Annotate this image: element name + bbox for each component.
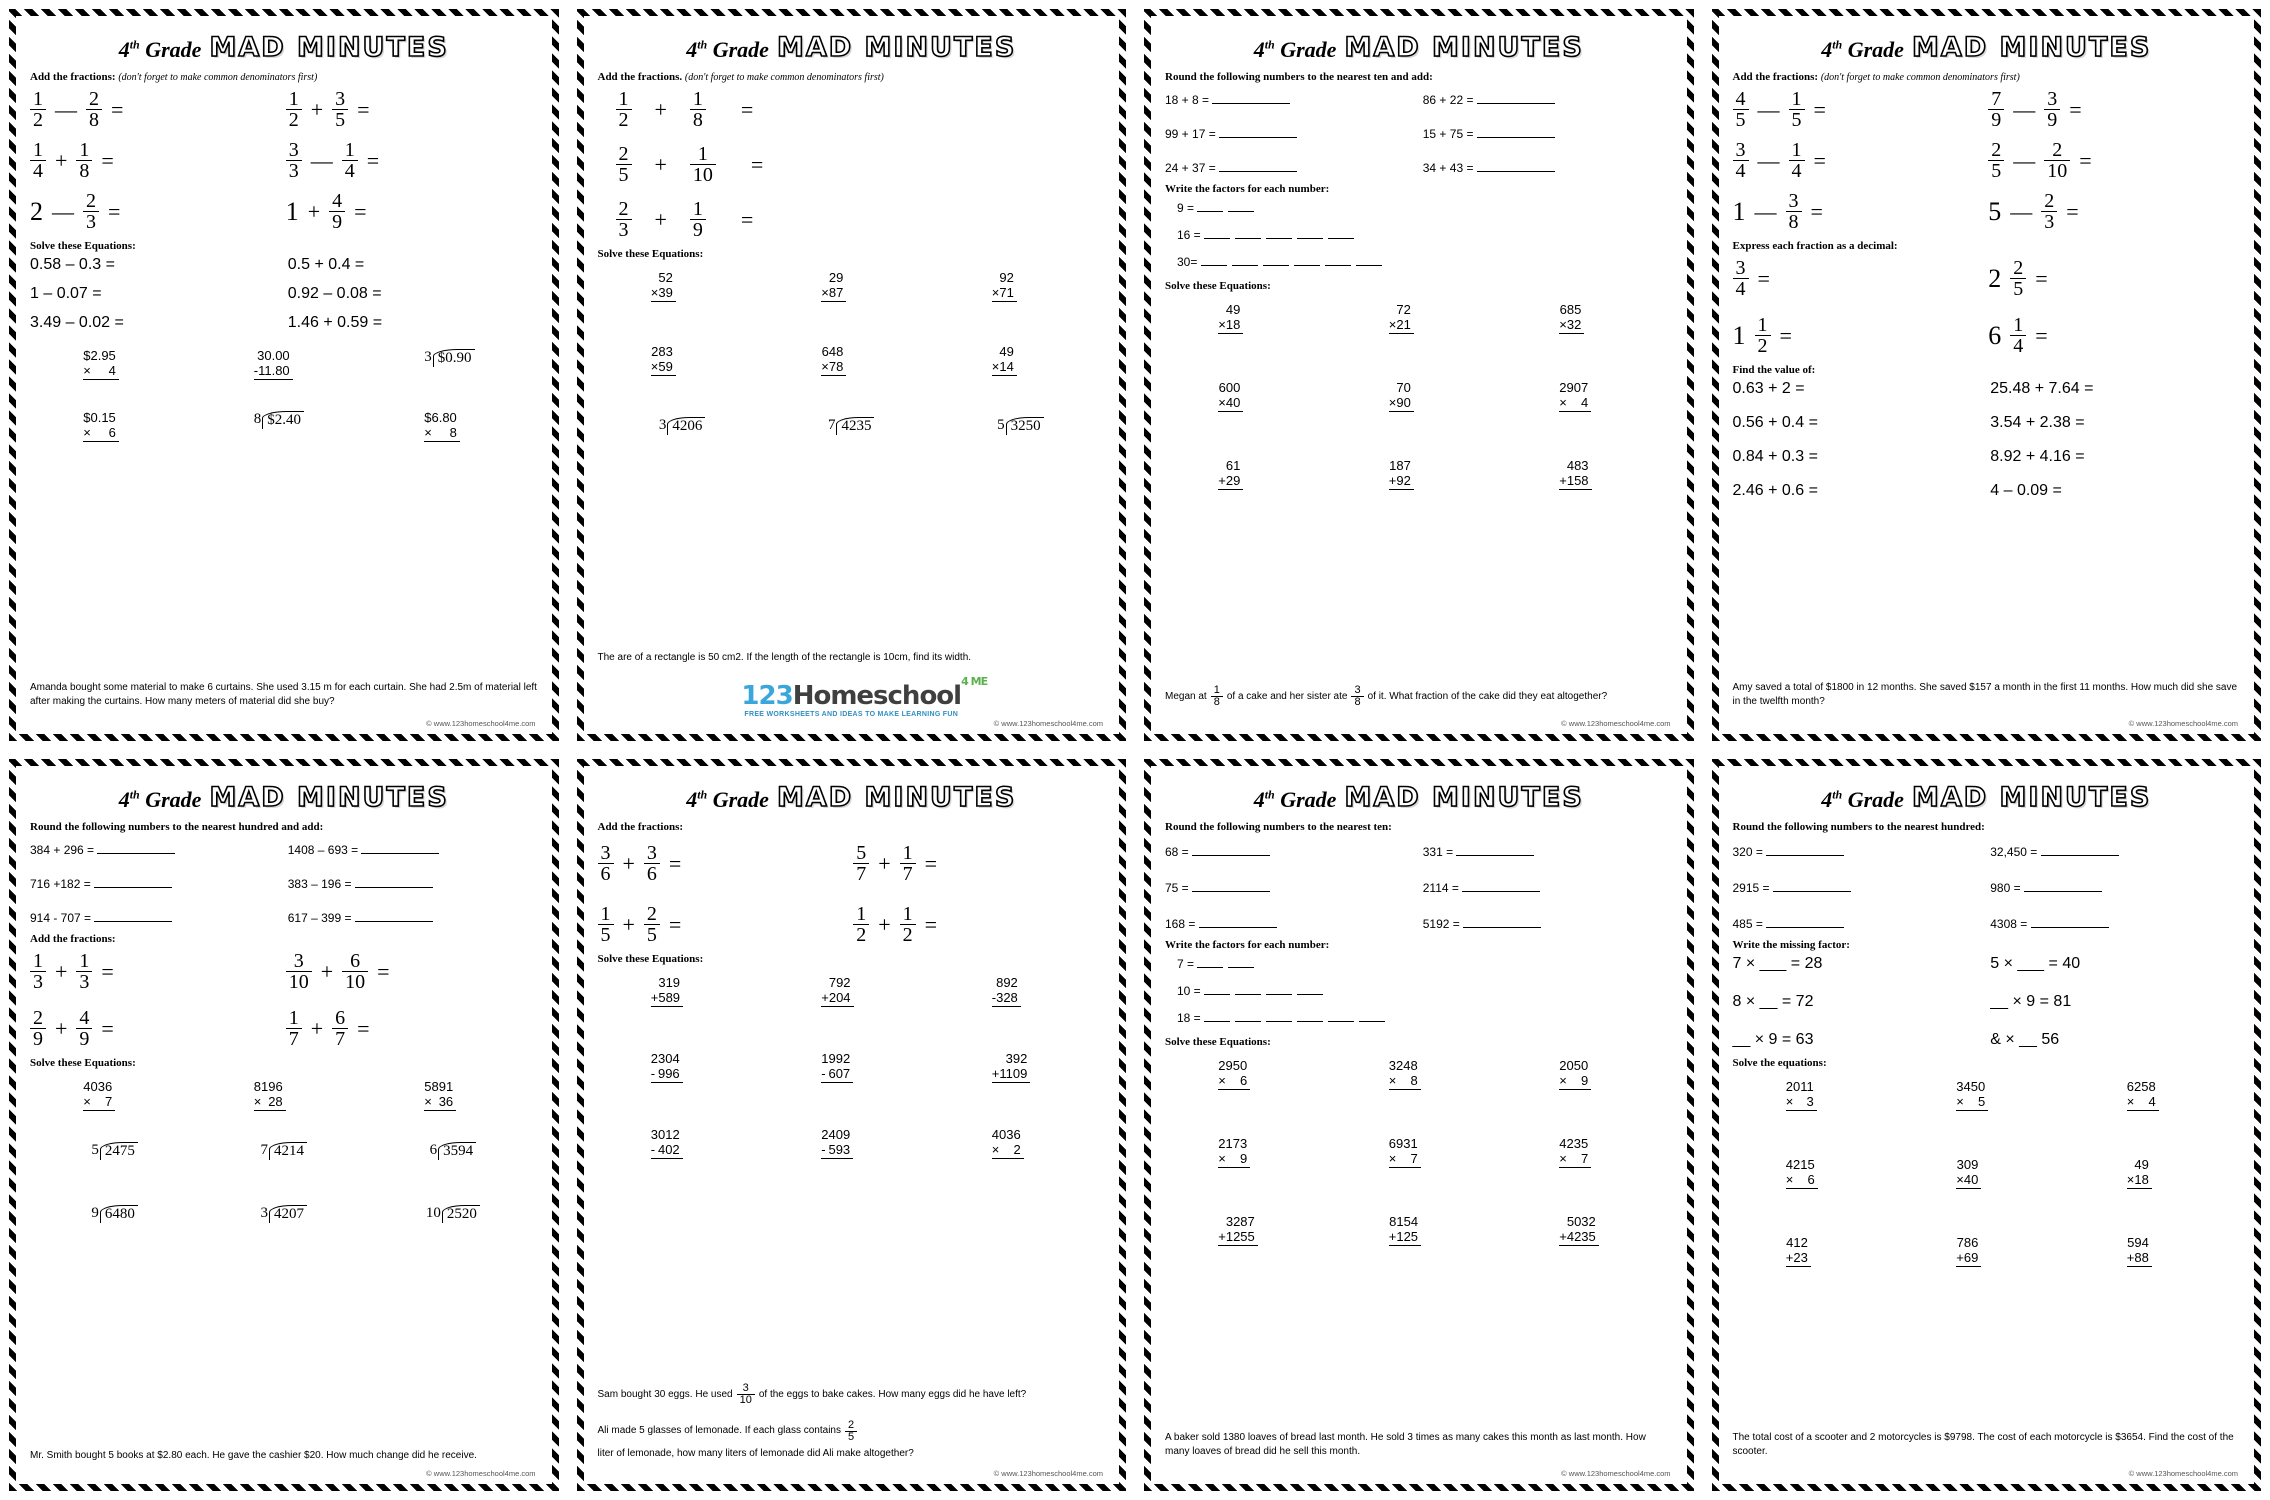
missing-factor-problem: __ × 9 = 63 — [1732, 1031, 1814, 1048]
word-problem: Amanda bought some material to make 6 curtains. She used 3.15 m for each curtain. She had 2.5m of material left after making the curtains. How many meters of material did she buy? — [30, 682, 537, 707]
rounding-problem: 2114 = — [1423, 879, 1673, 895]
division-problems — [598, 416, 1106, 435]
answer-blank[interactable] — [1219, 159, 1297, 172]
vertical-problem: 72 × 21 — [1389, 302, 1449, 334]
division-problem: 3 4207 — [260, 1204, 307, 1223]
decimal-problem: 3.54 + 2.38 = — [1990, 414, 2085, 431]
answer-blank[interactable] — [355, 875, 433, 888]
fraction-problem: 2 — $\frac{2}{3}$ = — [30, 190, 121, 233]
word-problem: Megan at 1 8 of a cake and her sister ate 3 8 of it. What fraction of the cake did they eat altogether? — [1165, 684, 1608, 708]
answer-blank[interactable] — [1219, 125, 1297, 138]
vertical-problem: 283 × 59 — [651, 344, 711, 376]
fraction-problem: 6 $\frac{1}{4}$ = — [1988, 314, 2048, 357]
missing-factor-problem: __ × 9 = 81 — [1990, 993, 2072, 1010]
vertical-problem: 8196 × 28 — [254, 1079, 314, 1111]
title-grade-word: Grade — [145, 37, 202, 62]
division-problems — [30, 1141, 538, 1223]
rounding-problem: 75 = — [1165, 879, 1415, 895]
vertical-problem: 412 + 23 — [1786, 1235, 1846, 1267]
fraction-problem: $\frac{3}{4}$ = — [1733, 258, 1985, 299]
instruction-rounding: Round the following numbers to the nearest ten and add: — [1165, 71, 1433, 83]
answer-blank[interactable] — [1766, 915, 1844, 928]
answer-blank[interactable] — [1477, 159, 1555, 172]
solve-equations-label: Solve these Equations: — [1165, 280, 1271, 292]
vertical-problem: 600 × 40 — [1218, 380, 1278, 412]
vertical-problem: 61 + 29 — [1218, 458, 1278, 490]
fraction-problem: 3 4 — $\frac{1}{4}$ = — [1733, 140, 1985, 181]
vertical-problem: 319 + 589 — [651, 975, 711, 1007]
vertical-problem: $6.80 × 8 — [424, 410, 484, 442]
vertical-problem: 309 × 40 — [1956, 1157, 2016, 1189]
answer-blank[interactable] — [1199, 915, 1277, 928]
division-problem: 3 $0.90 — [424, 348, 484, 380]
vertical-problems — [598, 975, 1106, 1159]
logo-123: 123 — [741, 681, 793, 711]
vertical-problems — [30, 348, 538, 442]
vertical-problem: 4215 × 6 — [1786, 1157, 1846, 1189]
rounding-problem: 15 + 75 = — [1423, 125, 1673, 141]
worksheet-sheet-4 — [1703, 0, 2270, 750]
solve-equations-label: Solve these Equations: — [597, 953, 704, 965]
fraction-problem: 1 2 — $\frac{2}{8}$ = — [30, 89, 282, 130]
answer-blank[interactable] — [355, 909, 433, 922]
answer-blank[interactable] — [1462, 879, 1540, 892]
fraction-problem: 1 — $\frac{3}{8}$ = — [1732, 190, 1823, 233]
word-problem: Amy saved a total of $1800 in 12 months. She saved $157 a month in the first 11 months. How much did she save in the twelfth month? — [1732, 682, 2238, 707]
answer-blank[interactable] — [1773, 879, 1851, 892]
word-problem: Sam bought 30 eggs. He used 3 10 of the eggs to bake cakes. How many eggs did he have left? — [597, 1382, 1027, 1406]
vertical-problem: 6931 × 7 — [1389, 1136, 1449, 1168]
vertical-problem: 2011 × 3 — [1786, 1079, 1846, 1111]
rounding-problem: 716 +182 = — [30, 875, 280, 891]
credit-text: © www.123homeschool4me.com — [1561, 1469, 1671, 1478]
decimal-problem: 0.92 – 0.08 = — [287, 285, 382, 302]
rounding-problem: 980 = — [1990, 879, 2240, 895]
vertical-problem: 52 × 39 — [651, 270, 711, 302]
word-problem: Mr. Smith bought 5 books at $2.80 each. He gave the cashier $20. How much change did he receive. — [30, 1449, 477, 1461]
instruction-add-fractions: Add the fractions: (don't forget to make common denominators first) — [30, 71, 318, 83]
vertical-problem: 2907 × 4 — [1559, 380, 1619, 412]
answer-blank[interactable] — [94, 909, 172, 922]
answer-blank[interactable] — [1328, 1009, 1354, 1022]
answer-blank[interactable] — [1212, 91, 1290, 104]
answer-blank[interactable] — [2041, 843, 2119, 856]
rounding-problems — [1733, 843, 2241, 931]
decimal-problem: 8.92 + 4.16 = — [1990, 448, 2085, 465]
rounding-problem: 68 = — [1165, 843, 1415, 859]
instruction-rounding: Round the following numbers to the nearest hundred and add: — [30, 821, 324, 833]
solve-equations-label: Solve these Equations: — [1165, 1036, 1271, 1048]
vertical-problem: 786 + 69 — [1956, 1235, 2016, 1267]
vertical-problem: 2409 - 593 — [821, 1127, 881, 1159]
vertical-problem: 6258 × 4 — [2127, 1079, 2187, 1111]
brand-logo — [741, 675, 988, 718]
vertical-problems — [1733, 1079, 2241, 1267]
vertical-problem: 30.00 - 11.80 — [254, 348, 314, 380]
decimal-problem: 3.49 – 0.02 = — [30, 314, 124, 331]
worksheet-title: 4th Grade MAD MINUTES — [1253, 782, 1584, 813]
credit-text: © www.123homeschool4me.com — [426, 719, 536, 728]
vertical-problem: 5891 × 36 — [424, 1079, 484, 1111]
fraction-problem: 3 3 — $\frac{1}{4}$ = — [286, 140, 538, 181]
worksheet-sheet-3 — [1135, 0, 1703, 750]
vertical-problem: 2173 × 9 — [1218, 1136, 1278, 1168]
answer-blank[interactable] — [1477, 91, 1555, 104]
answer-blank[interactable] — [1766, 843, 1844, 856]
vertical-problem: 4036 × 7 — [83, 1079, 143, 1111]
vertical-problem: 892 - 328 — [992, 975, 1052, 1007]
decimal-problem: 0.63 + 2 = — [1732, 380, 1805, 397]
worksheet-title: 4th Grade MAD MINUTES — [1821, 32, 2152, 63]
fraction-problem: 2 9 + $\frac{4}{9}$ = — [30, 1008, 282, 1049]
vertical-problems — [598, 270, 1106, 376]
answer-blank[interactable] — [2024, 879, 2102, 892]
vertical-problem: 2304 - 996 — [651, 1051, 711, 1083]
vertical-problem: 483 + 158 — [1559, 458, 1619, 490]
answer-blank[interactable] — [1266, 982, 1292, 995]
answer-blank[interactable] — [1325, 253, 1351, 266]
answer-blank[interactable] — [1235, 982, 1261, 995]
rounding-problem: 34 + 43 = — [1423, 159, 1673, 175]
answer-blank[interactable] — [1297, 982, 1323, 995]
missing-factor-label: Write the missing factor: — [1732, 939, 1850, 951]
fraction-problem: 1 5 + $\frac{2}{5}$ = — [598, 904, 850, 945]
vertical-problem: 3248 × 8 — [1389, 1058, 1449, 1090]
vertical-problem: 70 × 90 — [1389, 380, 1449, 412]
vertical-problem: 3287 + 1255 — [1218, 1214, 1278, 1246]
instruction-rounding: Round the following numbers to the nearest hundred: — [1732, 821, 1985, 833]
answer-blank[interactable] — [1456, 843, 1534, 856]
instruction-rounding: Round the following numbers to the nearest ten: — [1165, 821, 1392, 833]
rounding-problem: 485 = — [1733, 915, 1983, 931]
fraction-problem: 1 2 + $\frac{3}{5}$ = — [286, 89, 538, 130]
answer-blank[interactable] — [1263, 253, 1289, 266]
instruction-add-fractions: Add the fractions: (don't forget to make common denominators first) — [1732, 71, 2020, 83]
vertical-problems — [1165, 1058, 1673, 1246]
rounding-problem: 320 = — [1733, 843, 1983, 859]
rounding-problem: 5192 = — [1423, 915, 1673, 931]
decimal-problems — [30, 256, 538, 332]
answer-blank[interactable] — [1235, 226, 1261, 239]
vertical-problem: $2.95 × 4 — [83, 348, 143, 380]
rounding-problem: 168 = — [1165, 915, 1415, 931]
rounding-problem: 99 + 17 = — [1165, 125, 1415, 141]
vertical-problem: 4235 × 7 — [1559, 1136, 1619, 1168]
title-grade-sup: th — [129, 37, 140, 52]
answer-blank[interactable] — [1463, 915, 1541, 928]
answer-blank[interactable] — [1204, 226, 1230, 239]
factor-problem: 7 = — [1177, 955, 1673, 971]
answer-blank[interactable] — [1294, 253, 1320, 266]
rounding-problem: 331 = — [1423, 843, 1673, 859]
answer-blank[interactable] — [1359, 1009, 1385, 1022]
express-decimal-label: Express each fraction as a decimal: — [1732, 240, 1898, 252]
worksheet-title: 4th Grade MAD MINUTES — [686, 782, 1017, 813]
answer-blank[interactable] — [1297, 1009, 1323, 1022]
answer-blank[interactable] — [1266, 1009, 1292, 1022]
answer-blank[interactable] — [1192, 879, 1270, 892]
rounding-problems — [30, 841, 538, 925]
fraction-problem: 1 2 + $\frac{1}{2}$ = — [853, 904, 1105, 945]
title-mad-minutes: MAD MINUTES — [209, 32, 449, 63]
missing-factor-problem: & × __ 56 — [1990, 1031, 2060, 1048]
missing-factor-problem: 7 × ___ = 28 — [1732, 955, 1823, 972]
rounding-problem: 24 + 37 = — [1165, 159, 1415, 175]
rounding-problems — [1165, 91, 1673, 175]
answer-blank[interactable] — [2031, 915, 2109, 928]
answer-blank[interactable] — [1228, 199, 1254, 212]
fraction-problem: 3 10 + $\frac{6}{10}$ = — [286, 951, 538, 992]
rounding-problem: 617 – 399 = — [288, 909, 538, 925]
fraction-problems — [30, 89, 538, 232]
answer-blank[interactable] — [94, 875, 172, 888]
missing-factor-problems — [1733, 955, 2241, 1049]
logo-badge: 4 ME — [961, 675, 988, 688]
answer-blank[interactable] — [1477, 125, 1555, 138]
vertical-problem: 792 + 204 — [821, 975, 881, 1007]
fraction-problem: 7 9 — $\frac{3}{9}$ = — [1988, 89, 2240, 130]
division-problem: 8 $2.40 — [254, 410, 314, 442]
rounding-problem: 2915 = — [1733, 879, 1983, 895]
worksheet-sheet-8 — [1703, 750, 2270, 1500]
answer-blank[interactable] — [1197, 955, 1223, 968]
credit-text: © www.123homeschool4me.com — [993, 1469, 1103, 1478]
worksheet-sheet-7 — [1135, 750, 1703, 1500]
worksheet-title: 4th Grade MAD MINUTES — [1253, 32, 1584, 63]
solve-equations-label: Solve these Equations: — [597, 248, 704, 260]
answer-blank[interactable] — [1232, 253, 1258, 266]
vertical-problem: 1992 - 607 — [821, 1051, 881, 1083]
rounding-problem: 4308 = — [1990, 915, 2240, 931]
credit-text: © www.123homeschool4me.com — [1561, 719, 1671, 728]
fraction-problem: 5 — $\frac{2}{3}$ = — [1988, 190, 2079, 233]
fraction-problems — [30, 951, 538, 1049]
answer-blank[interactable] — [1204, 1009, 1230, 1022]
decimal-problem: 0.56 + 0.4 = — [1732, 414, 1818, 431]
answer-blank[interactable] — [1356, 253, 1382, 266]
answer-blank[interactable] — [1197, 199, 1223, 212]
vertical-problem: 3012 - 402 — [651, 1127, 711, 1159]
fraction-problems — [1733, 89, 2241, 232]
word-problem: The are of a rectangle is 50 cm2. If the length of the rectangle is 10cm, find its width. — [597, 651, 972, 663]
rounding-problems — [1165, 843, 1673, 931]
vertical-problem: 392 + 1109 — [992, 1051, 1052, 1083]
vertical-problem: 187 + 92 — [1389, 458, 1449, 490]
answer-blank[interactable] — [1201, 253, 1227, 266]
rounding-problem: 383 – 196 = — [288, 875, 538, 891]
decimal-problem: 1 – 0.07 = — [30, 285, 102, 302]
fraction-problem: 2 5 — $\frac{2}{10}$ = — [1988, 140, 2240, 181]
vertical-problem: 648 × 78 — [821, 344, 881, 376]
decimal-problem: 0.84 + 0.3 = — [1732, 448, 1818, 465]
vertical-problem: 5032 + 4235 — [1559, 1214, 1619, 1246]
decimal-problem: 2.46 + 0.6 = — [1732, 482, 1818, 499]
worksheet-title — [30, 32, 538, 63]
rounding-problem: 86 + 22 = — [1423, 91, 1673, 107]
vertical-problem: 29 × 87 — [821, 270, 881, 302]
answer-blank[interactable] — [1204, 982, 1230, 995]
fraction-problem: 2 3 + $\frac{1}{9}$ = — [616, 199, 1106, 240]
vertical-problem: 2950 × 6 — [1218, 1058, 1278, 1090]
decimal-problem: 1.46 + 0.59 = — [287, 314, 383, 331]
answer-blank[interactable] — [1228, 955, 1254, 968]
division-problem: 10 2520 — [426, 1204, 480, 1223]
fraction-problem: 3 6 + $\frac{3}{6}$ = — [598, 843, 850, 884]
division-problem: 5 3250 — [997, 416, 1044, 435]
vertical-problems — [1165, 302, 1673, 490]
missing-factor-problem: 5 × ___ = 40 — [1990, 955, 2081, 972]
answer-blank[interactable] — [1192, 843, 1270, 856]
instruction-add-fractions: Add the fractions. (don't forget to make common denominators first) — [597, 71, 884, 83]
word-problem: The total cost of a scooter and 2 motorcycles is $9798. The cost of each motorcycle is $3654. Find the cost of the scooter. — [1732, 1432, 2234, 1457]
decimal-problem: 4 – 0.09 = — [1990, 482, 2062, 499]
fraction-problem: 1 $\frac{1}{2}$ = — [1732, 314, 1792, 357]
answer-blank[interactable] — [1328, 226, 1354, 239]
vertical-problem: 594 + 88 — [2127, 1235, 2187, 1267]
vertical-problem: 49 × 18 — [1218, 302, 1278, 334]
logo-homeschool: Homeschool — [792, 681, 962, 711]
rounding-problem: 914 - 707 = — [30, 909, 280, 925]
vertical-problem: 8154 + 125 — [1389, 1214, 1449, 1246]
division-problem: 5 2475 — [91, 1141, 138, 1160]
worksheet-sheet-6 — [568, 750, 1136, 1500]
credit-text: © www.123homeschool4me.com — [993, 719, 1103, 728]
division-problem: 3 4206 — [659, 416, 706, 435]
vertical-problems — [30, 1079, 538, 1111]
credit-text: © www.123homeschool4me.com — [2128, 1469, 2238, 1478]
credit-text: © www.123homeschool4me.com — [426, 1469, 536, 1478]
word-problem: Ali made 5 glasses of lemonade. If each glass contains 2 5 liter of lemonade, how many liters of lemonade did Ali make altogether? — [597, 1418, 914, 1459]
fraction-problem: 1 2 + $\frac{1}{8}$ = — [616, 89, 1106, 130]
decimal-problems — [1733, 380, 2241, 500]
instruction-add-fractions: Add the fractions: — [597, 821, 684, 833]
vertical-problem: 49 × 18 — [2127, 1157, 2187, 1189]
worksheet-sheet-2 — [568, 0, 1136, 750]
fraction-to-decimal-problems — [1733, 258, 2241, 356]
vertical-problem: 92 × 71 — [992, 270, 1052, 302]
vertical-problem: 2050 × 9 — [1559, 1058, 1619, 1090]
division-problem: 6 3594 — [430, 1141, 477, 1160]
vertical-problem: $0.15 × 6 — [83, 410, 143, 442]
fraction-problem: 5 7 + $\frac{1}{7}$ = — [853, 843, 1105, 884]
decimal-problem: 25.48 + 7.64 = — [1990, 380, 2094, 397]
fraction-problem: 1 + $\frac{4}{9}$ = — [285, 190, 367, 233]
worksheet-title: 4th Grade MAD MINUTES — [1821, 782, 2152, 813]
fraction-problems — [616, 89, 1106, 240]
rounding-problem: 18 + 8 = — [1165, 91, 1415, 107]
factors-label: Write the factors for each number: — [1165, 939, 1330, 951]
decimal-problem: 0.5 + 0.4 = — [287, 256, 365, 273]
title-grade-number: 4 — [118, 37, 130, 62]
factor-problem: 10 = — [1177, 982, 1673, 998]
word-problem: A baker sold 1380 loaves of bread last month. He sold 3 times as many cakes this month as last month. How many loaves of bread did he sell this month. — [1165, 1432, 1646, 1457]
answer-blank[interactable] — [1235, 1009, 1261, 1022]
fraction-problem: 4 5 — $\frac{1}{5}$ = — [1733, 89, 1985, 130]
rounding-problem: 1408 – 693 = — [288, 841, 538, 857]
factor-problem: 9 = — [1177, 199, 1673, 215]
rounding-problem: 384 + 296 = — [30, 841, 280, 857]
factor-problem: 18 = — [1177, 1009, 1673, 1025]
fraction-problems — [598, 843, 1106, 945]
factor-problem: 16 = — [1177, 226, 1673, 242]
answer-blank[interactable] — [97, 841, 175, 854]
logo-tagline: FREE WORKSHEETS AND IDEAS TO MAKE LEARNING FUN — [744, 711, 959, 718]
decimal-problem: 0.58 – 0.3 = — [30, 256, 115, 273]
worksheet-title: 4th Grade MAD MINUTES — [118, 782, 449, 813]
division-problem: 9 6480 — [91, 1204, 138, 1223]
solve-equations-label: Solve these Equations: — [30, 240, 136, 252]
fraction-problem: 1 4 + $\frac{1}{8}$ = — [30, 140, 282, 181]
missing-factor-problem: 8 × __ = 72 — [1732, 993, 1814, 1010]
vertical-problem: 685 × 32 — [1559, 302, 1619, 334]
division-problem: 7 4214 — [260, 1141, 307, 1160]
worksheet-title: 4th Grade MAD MINUTES — [686, 32, 1017, 63]
fraction-problem: 1 7 + $\frac{6}{7}$ = — [286, 1008, 538, 1049]
vertical-problem: 49 × 14 — [992, 344, 1052, 376]
solve-equations-label: Solve the equations: — [1732, 1057, 1827, 1069]
answer-blank[interactable] — [1266, 226, 1292, 239]
division-problem: 7 4235 — [828, 416, 875, 435]
solve-equations-label: Solve these Equations: — [30, 1057, 136, 1069]
vertical-problem: 4036 × 2 — [992, 1127, 1052, 1159]
worksheet-sheet-1 — [0, 0, 568, 750]
factor-problem: 30= — [1177, 253, 1673, 269]
find-value-label: Find the value of: — [1732, 364, 1816, 376]
answer-blank[interactable] — [361, 841, 439, 854]
vertical-problem: 3450 × 5 — [1956, 1079, 2016, 1111]
answer-blank[interactable] — [1297, 226, 1323, 239]
factors-label: Write the factors for each number: — [1165, 183, 1330, 195]
add-fractions-label: Add the fractions: — [30, 933, 116, 945]
fraction-problem: 2 5 + $\frac{1}{10}$ = — [616, 144, 1106, 185]
rounding-problem: 32,450 = — [1990, 843, 2240, 859]
fraction-problem: 1 3 + $\frac{1}{3}$ = — [30, 951, 282, 992]
worksheet-sheet-5 — [0, 750, 568, 1500]
fraction-problem: 2 $\frac{2}{5}$ = — [1988, 257, 2048, 300]
credit-text: © www.123homeschool4me.com — [2128, 719, 2238, 728]
